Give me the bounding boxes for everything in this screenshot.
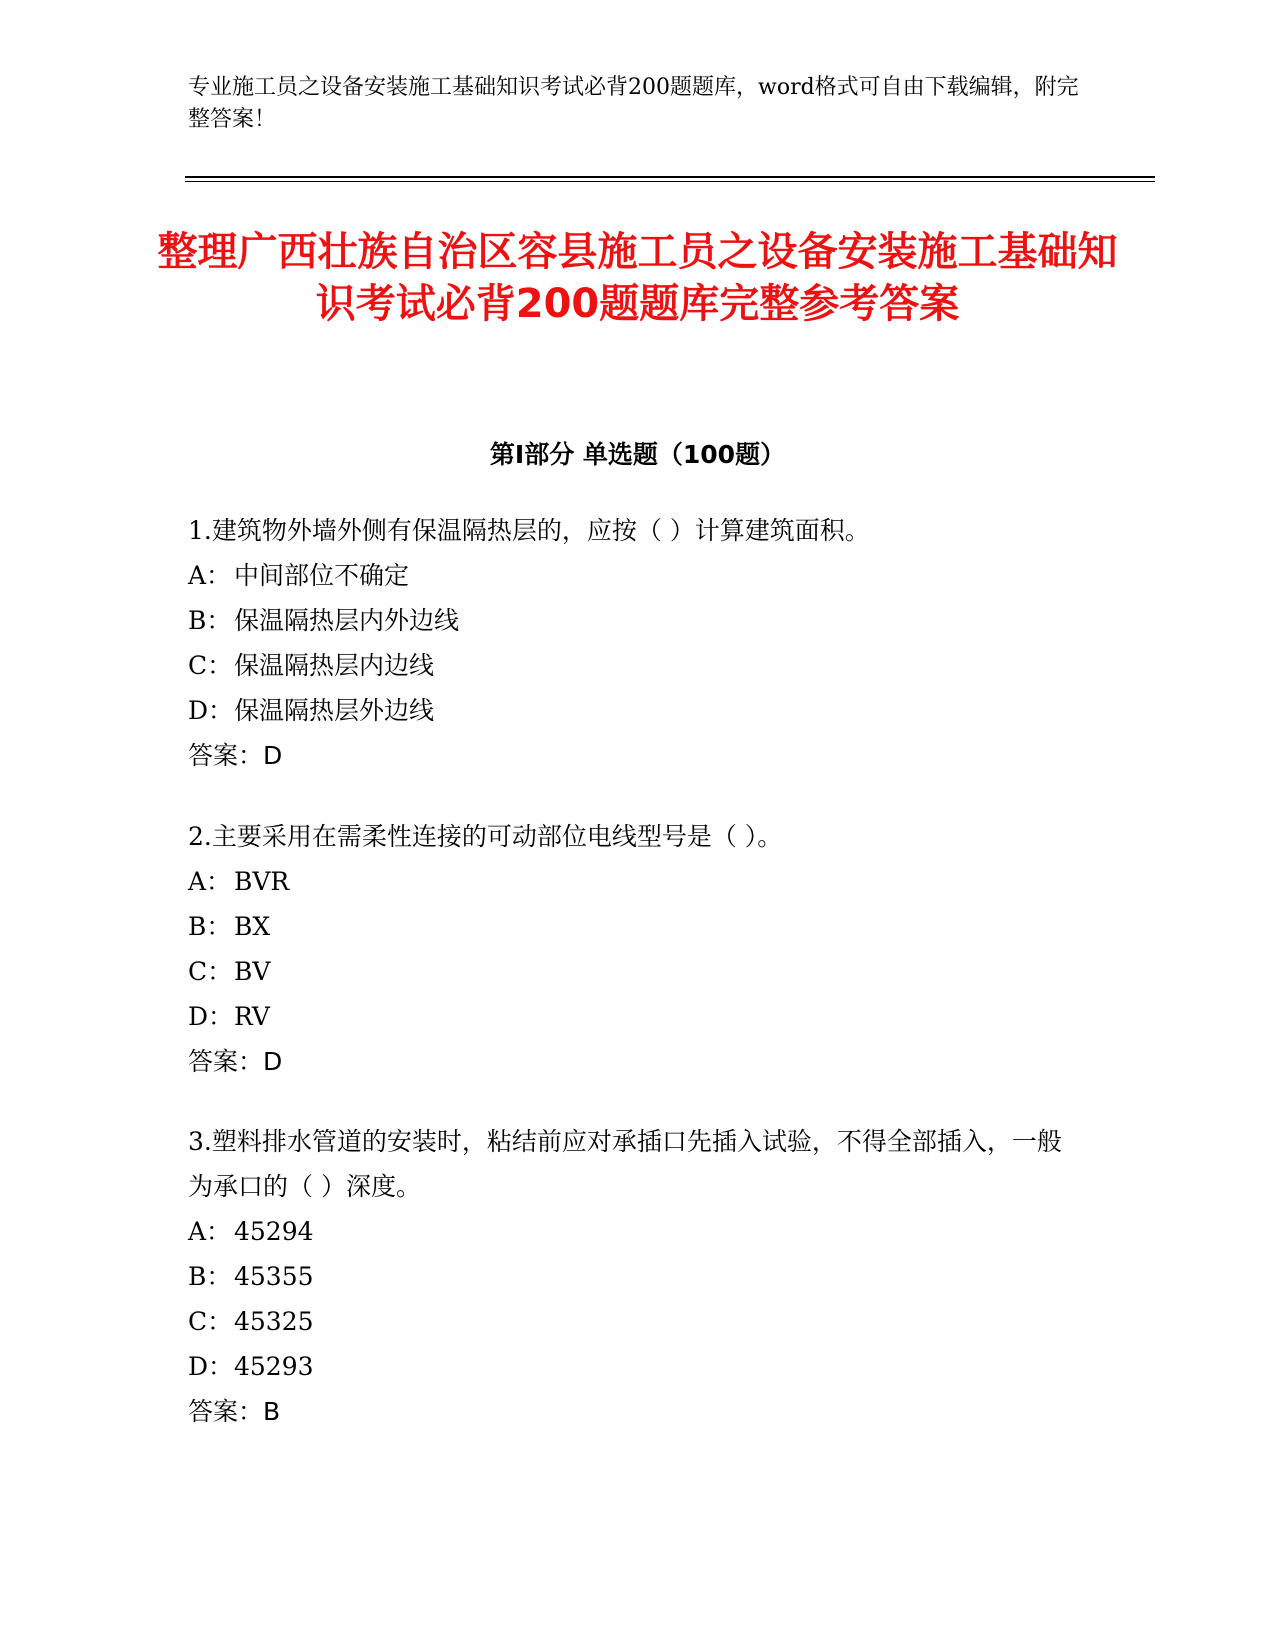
document-header: 专业施工员之设备安装施工基础知识考试必背200题题库，word格式可自由下载编辑，附完整答案！ — [188, 75, 1079, 132]
option-text: BVR — [234, 867, 290, 896]
option-d — [188, 994, 1068, 1039]
header-divider-thick — [185, 176, 1155, 178]
question-2 — [188, 814, 1068, 1084]
option-text: 45293 — [234, 1352, 314, 1381]
option-label: A： — [188, 561, 232, 590]
option-label: C： — [188, 957, 233, 986]
answer: 答案：B — [188, 1397, 281, 1426]
question-stem: 1.建筑物外墙外侧有保温隔热层的，应按（ ）计算建筑面积。 — [188, 516, 870, 545]
option-text: RV — [234, 1002, 270, 1031]
option-label: A： — [188, 867, 232, 896]
option-text: 45294 — [234, 1217, 314, 1246]
option-label: C： — [188, 1307, 233, 1336]
option-a — [188, 553, 1068, 598]
question-stem: 2.主要采用在需柔性连接的可动部位电线型号是（ ）。 — [188, 822, 783, 851]
option-label: D： — [188, 696, 234, 725]
answer: 答案：D — [188, 1047, 283, 1076]
option-d — [188, 1344, 1068, 1389]
option-c — [188, 1299, 1068, 1344]
option-label: C： — [188, 651, 233, 680]
option-b — [188, 598, 1068, 643]
section-title: 第Ⅰ部分 单选题（100题） — [489, 440, 786, 469]
question-3 — [188, 1119, 1068, 1434]
question-1 — [188, 508, 1068, 778]
option-label: D： — [188, 1002, 234, 1031]
option-b — [188, 1254, 1068, 1299]
option-label: D： — [188, 1352, 234, 1381]
option-text: BV — [234, 957, 271, 986]
option-text: BX — [234, 912, 271, 941]
option-a — [188, 859, 1068, 904]
question-stem: 3.塑料排水管道的安装时，粘结前应对承插口先插入试验，不得全部插入，一般为承口的（ ）深度。 — [188, 1127, 1062, 1201]
header-divider-thin — [185, 181, 1155, 182]
option-label: B： — [188, 912, 232, 941]
option-label: B： — [188, 1262, 232, 1291]
option-text: 保温隔热层内外边线 — [234, 606, 460, 635]
answer: 答案：D — [188, 741, 283, 770]
option-b — [188, 904, 1068, 949]
option-c — [188, 949, 1068, 994]
option-d — [188, 688, 1068, 733]
option-label: A： — [188, 1217, 232, 1246]
option-text: 保温隔热层外边线 — [234, 696, 435, 725]
option-a — [188, 1209, 1068, 1254]
option-c — [188, 643, 1068, 688]
document-title: 整理广西壮族自治区容县施工员之设备安装施工基础知识考试必背200题题库完整参考答案 — [157, 229, 1118, 327]
option-text: 保温隔热层内边线 — [234, 651, 435, 680]
option-text: 中间部位不确定 — [234, 561, 410, 590]
option-text: 45325 — [234, 1307, 314, 1336]
option-text: 45355 — [234, 1262, 314, 1291]
option-label: B： — [188, 606, 232, 635]
